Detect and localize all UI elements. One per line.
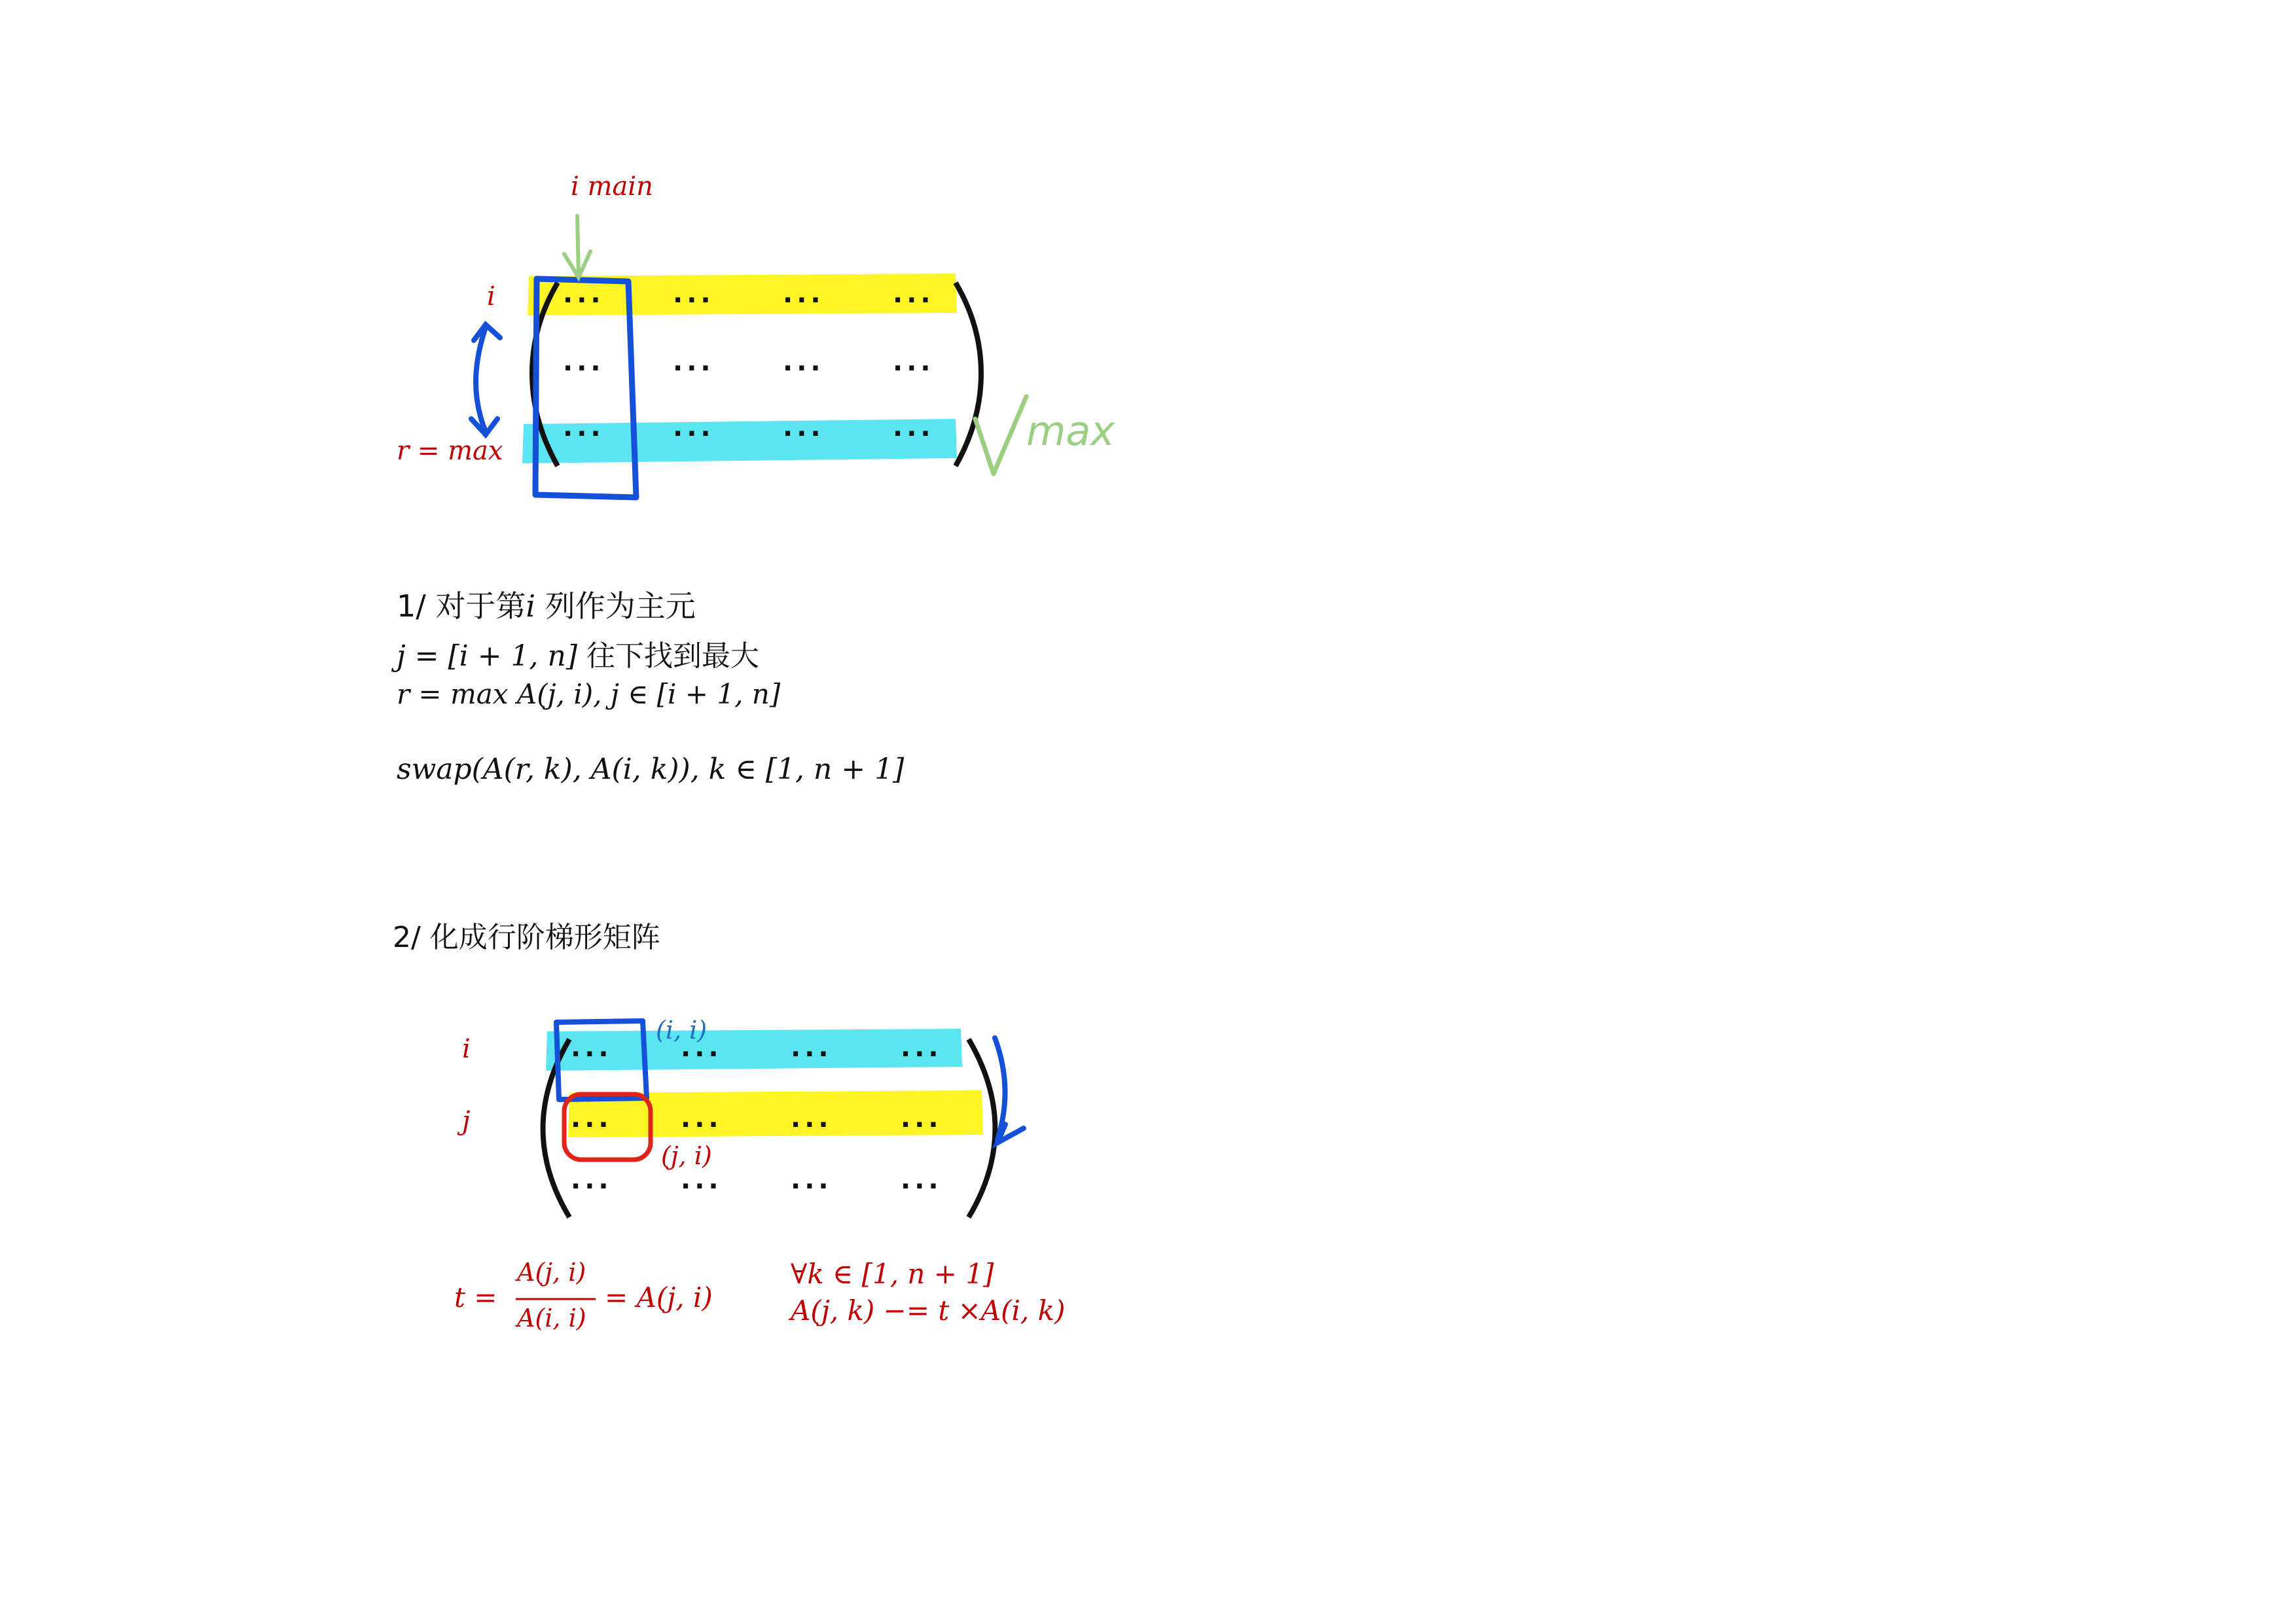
- label-row-i: i: [487, 281, 495, 312]
- label-row-j-2: j: [462, 1106, 471, 1136]
- label-ji: (j, i): [661, 1141, 712, 1170]
- matrix2-cell: ···: [901, 1171, 942, 1202]
- matrix1-cell: ···: [673, 353, 715, 383]
- matrix1-cell: ···: [893, 285, 935, 315]
- step1-number: 1/: [397, 588, 426, 624]
- matrix2-cell: ···: [571, 1110, 613, 1140]
- label-check-max: max: [1026, 407, 1115, 455]
- green-arrow-down: [564, 216, 590, 277]
- matrix1-cell: ···: [673, 285, 715, 315]
- formula-numerator: A(j, i): [517, 1258, 586, 1287]
- matrix1-cell: ···: [673, 419, 715, 449]
- step1-title-var: i: [526, 588, 536, 624]
- matrix2-cell: ···: [571, 1039, 613, 1069]
- matrix2-cell: ···: [681, 1171, 723, 1202]
- matrix2-cell: ···: [901, 1039, 942, 1069]
- matrix1-cell: ···: [783, 419, 825, 449]
- matrix1-cell: ···: [563, 285, 605, 315]
- matrix2-cell: ···: [791, 1110, 833, 1140]
- matrix2-cell: ···: [681, 1110, 723, 1140]
- step1-line-swap: swap(A(r, k), A(i, k)), k ∈ [1, n + 1]: [397, 753, 905, 786]
- label-i-main: i main: [571, 171, 653, 202]
- formula-denominator: A(i, i): [517, 1304, 586, 1332]
- matrix2-cell: ···: [901, 1110, 942, 1140]
- matrix2-cell: ···: [571, 1171, 613, 1202]
- step2-title: 2/ 化成行阶梯形矩阵: [393, 921, 660, 954]
- matrix2-cell: ···: [791, 1171, 833, 1202]
- step1-line-r: r = max A(j, i), j ∈ [i + 1, n]: [397, 678, 781, 710]
- formula-t-eq: t =: [454, 1281, 497, 1313]
- matrix1-cell: ···: [893, 353, 935, 383]
- formula-update: A(j, k) −= t ×A(i, k): [791, 1294, 1066, 1327]
- matrix1-cell: ···: [563, 419, 605, 449]
- green-check: [975, 397, 1026, 474]
- step1-line-j: [397, 632, 759, 674]
- step1-title-pre: 对于第: [435, 588, 526, 624]
- label-ii: (i, i): [656, 1016, 708, 1044]
- step1-title-post: 列作为主元: [545, 588, 696, 624]
- step1-j-text: 往下找到最大: [586, 639, 760, 673]
- step1-j-expr: j = [i + 1, n]: [397, 639, 578, 673]
- formula-forall: ∀k ∈ [1, n + 1]: [791, 1258, 994, 1290]
- label-r-max: r = max: [397, 436, 503, 466]
- matrix1-cell: ···: [783, 285, 825, 315]
- matrix1-cell: ···: [563, 353, 605, 383]
- formula-rhs: = A(j, i): [605, 1281, 713, 1313]
- matrix1-cell: ···: [783, 353, 825, 383]
- blue-down-arrow: [995, 1038, 1024, 1143]
- right-paren-1: [956, 283, 981, 466]
- matrix2-cell: ···: [681, 1039, 723, 1069]
- blue-swap-arrow: [471, 325, 500, 435]
- label-row-i-2: i: [462, 1034, 471, 1064]
- matrix1-cell: ···: [893, 419, 935, 449]
- step1-title: [397, 582, 696, 626]
- matrix2-cell: ···: [791, 1039, 833, 1069]
